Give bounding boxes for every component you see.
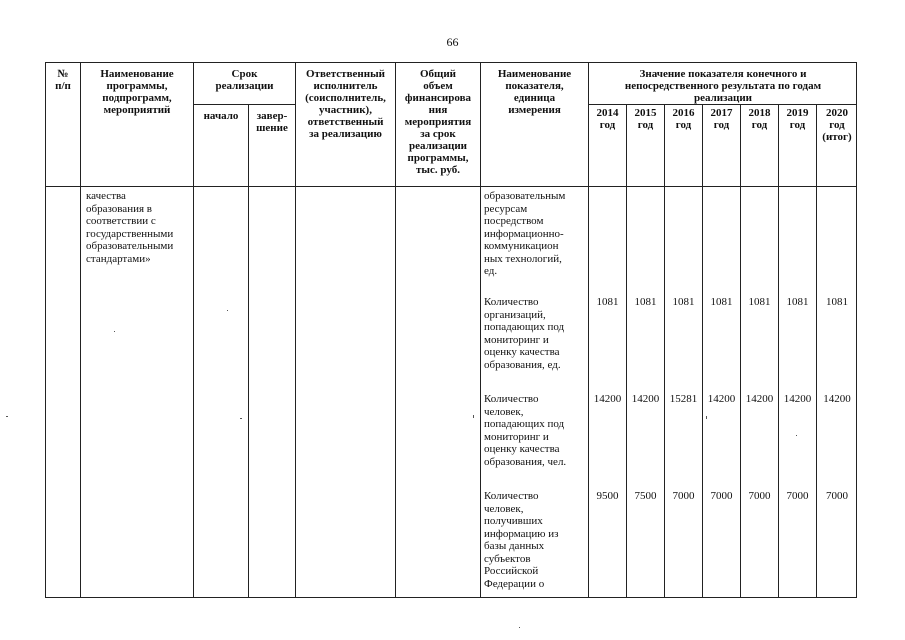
header-year: 2020 год (итог) [822, 107, 852, 143]
header-term: Срок реализации [215, 68, 274, 92]
col-divider [816, 104, 817, 598]
header-values-group: Значение показателя конечного и непосредственного результата по годам реализации [624, 68, 822, 104]
value-cell: 7500 [634, 490, 657, 502]
col-divider [664, 104, 665, 598]
program-table [45, 62, 857, 598]
value-cell: 14200 [783, 393, 812, 405]
value-cell: 1081 [634, 296, 657, 308]
value-cell: 1081 [826, 296, 848, 308]
value-cell: 14200 [593, 393, 622, 405]
value-cell: 9500 [596, 490, 619, 502]
value-cell: 15281 [669, 393, 698, 405]
page-number: 66 [446, 35, 459, 49]
row-divider [588, 104, 857, 105]
value-cell: 14200 [707, 393, 736, 405]
header-year: 2016 год [672, 107, 695, 131]
col-divider [778, 104, 779, 598]
value-cell: 1081 [710, 296, 733, 308]
col-divider [193, 63, 194, 598]
value-cell: 1081 [748, 296, 771, 308]
header-volume: Общий объем финансирова ния мероприятия за срок реализации программы, тыс. руб. [404, 68, 472, 176]
header-year: 2019 год [786, 107, 809, 131]
value-cell: 7000 [748, 490, 771, 502]
col-divider [248, 104, 249, 598]
col-divider [80, 63, 81, 598]
scan-speck [114, 331, 115, 332]
header-executor: Ответственный исполнитель (соисполнитель, участник), ответственный за реализацию [305, 68, 386, 140]
header-term-end: завер- шение [256, 110, 288, 134]
scan-speck [706, 416, 707, 419]
header-year: 2017 год [710, 107, 733, 131]
value-cell: 14200 [631, 393, 660, 405]
value-cell: 7000 [786, 490, 809, 502]
header-indicator: Наименование показателя, единица измерения [497, 68, 572, 116]
value-cell: 14200 [745, 393, 774, 405]
header-year: 2015 год [634, 107, 657, 131]
row-divider [193, 104, 295, 105]
col-divider [702, 104, 703, 598]
header-term-start: начало [203, 110, 239, 122]
value-cell: 14200 [823, 393, 851, 405]
col-divider [295, 63, 296, 598]
scan-speck [227, 310, 228, 311]
value-cell: 1081 [596, 296, 619, 308]
indicator-text: Количество человек, получивших информацию из базы данных субъектов Российской Федерации о [484, 490, 559, 590]
value-cell: 1081 [786, 296, 809, 308]
col-divider [480, 63, 481, 598]
value-cell: 7000 [672, 490, 695, 502]
header-number: № п/п [55, 68, 71, 92]
indicator-text: образовательным ресурсам посредством информационно- коммуникацион ных технологий, ед. [484, 190, 566, 277]
value-cell: 7000 [710, 490, 733, 502]
value-cell: 7000 [826, 490, 848, 502]
scan-speck [6, 416, 8, 417]
indicator-text: Количество человек, попадающих под мониторинг и оценку качества образования, чел. [484, 393, 567, 468]
header-name: Наименование программы, подпрограмм, мероприятий [100, 68, 174, 116]
indicator-text: Количество организаций, попадающих под мониторинг и оценку качества образования, ед. [484, 296, 565, 371]
col-divider [588, 63, 589, 598]
scan-speck [473, 415, 474, 418]
scan-speck [240, 418, 242, 419]
header-year: 2018 год [748, 107, 771, 131]
scan-speck [796, 435, 797, 436]
program-name-cell: качества образования в соответствии с государственными образовательными стандартами» [86, 190, 174, 265]
header-year: 2014 год [596, 107, 619, 131]
col-divider [740, 104, 741, 598]
col-divider [626, 104, 627, 598]
scan-speck [519, 627, 520, 628]
value-cell: 1081 [672, 296, 695, 308]
header-bottom-line [46, 186, 857, 187]
